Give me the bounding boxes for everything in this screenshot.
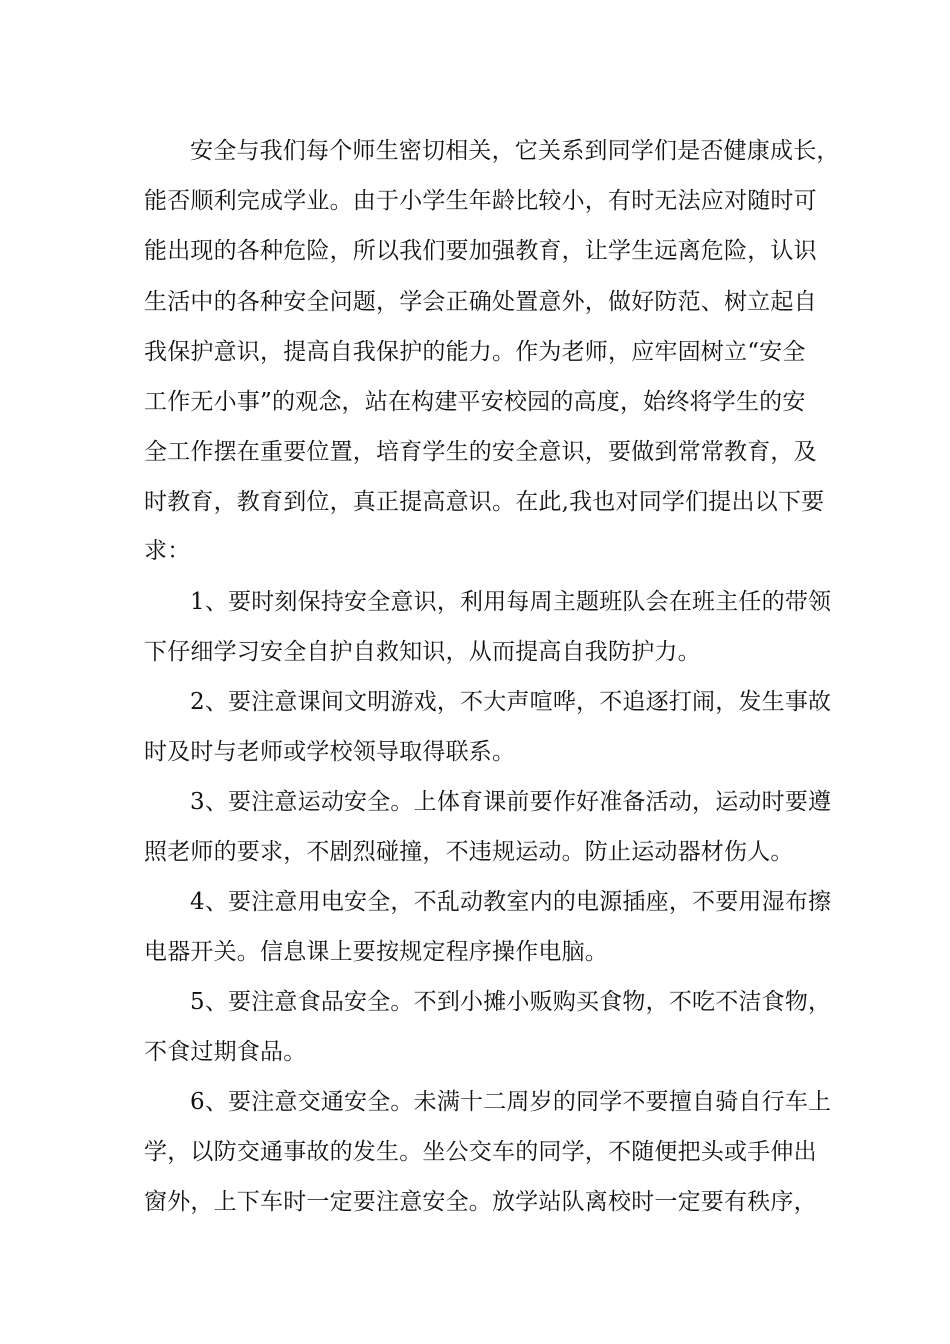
item-2-line-2: 时及时与老师或学校领导取得联系。 xyxy=(144,739,516,765)
paragraph-intro-line-5: 我保护意识，提高自我保护的能力。作为老师，应牢固树立“安全 xyxy=(144,339,806,365)
item-5-line-2: 不食过期食品。 xyxy=(144,1039,307,1065)
paragraph-intro-line-2: 能否顺利完成学业。由于小学生年龄比较小，有时无法应对随时可 xyxy=(144,188,817,214)
item-3-line-2: 照老师的要求，不剧烈碰撞，不违规运动。防止运动器材伤人。 xyxy=(144,839,794,865)
paragraph-intro-line-4: 生活中的各种安全问题，学会正确处置意外，做好防范、树立起自 xyxy=(144,289,817,315)
paragraph-intro-line-7: 全工作摆在重要位置，培育学生的安全意识，要做到常常教育，及 xyxy=(144,439,817,465)
paragraph-intro-line-1: 安全与我们每个师生密切相关，它关系到同学们是否健康成长， xyxy=(190,138,840,164)
item-6-line-1: 6、要注意交通安全。未满十二周岁的同学不要擅自骑自行车上 xyxy=(190,1089,832,1115)
item-3-line-1: 3、要注意运动安全。上体育课前要作好准备活动，运动时要遵 xyxy=(190,789,832,815)
item-2-line-1: 2、要注意课间文明游戏，不大声喧哗，不追逐打闹，发生事故 xyxy=(190,689,832,715)
item-1-line-1: 1、要时刻保持安全意识，利用每周主题班队会在班主任的带领 xyxy=(190,589,832,615)
paragraph-intro-line-9: 求： xyxy=(144,538,191,564)
paragraph-intro-line-3: 能出现的各种危险，所以我们要加强教育，让学生远离危险，认识 xyxy=(144,238,817,264)
item-4-line-2: 电器开关。信息课上要按规定程序操作电脑。 xyxy=(144,939,608,965)
item-4-line-1: 4、要注意用电安全，不乱动教室内的电源插座，不要用湿布擦 xyxy=(190,889,832,915)
item-6-line-3: 窗外，上下车时一定要注意安全。放学站队离校时一定要有秩序， xyxy=(144,1189,817,1215)
paragraph-intro-line-8: 时教育，教育到位，真正提高意识。在此,我也对同学们提出以下要 xyxy=(144,489,825,515)
paragraph-intro-line-6: 工作无小事”的观念，站在构建平安校园的高度，始终将学生的安 xyxy=(144,389,806,415)
item-6-line-2: 学，以防交通事故的发生。坐公交车的同学，不随便把头或手伸出 xyxy=(144,1139,817,1165)
item-1-line-2: 下仔细学习安全自护自救知识，从而提高自我防护力。 xyxy=(144,639,701,665)
item-5-line-1: 5、要注意食品安全。不到小摊小贩购买食物，不吃不洁食物， xyxy=(190,989,832,1015)
